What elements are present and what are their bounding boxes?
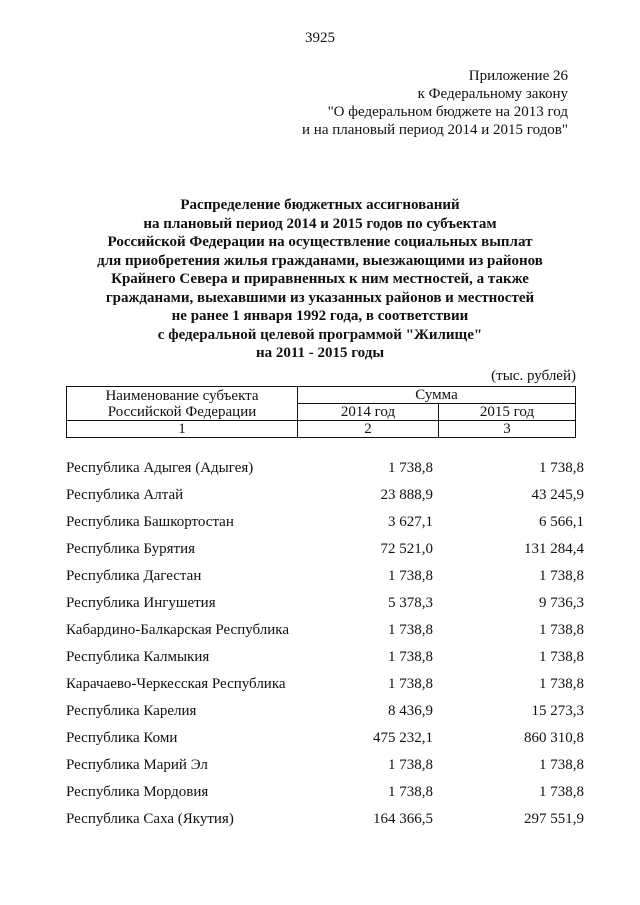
table-row — [0, 676, 640, 703]
table-row — [0, 595, 640, 622]
title-line: Крайнего Севера и приравненных к ним местностей, а также — [111, 271, 529, 287]
page-number: 3925 — [305, 30, 335, 46]
table-row — [0, 703, 640, 730]
title-line: на 2011 - 2015 годы — [255, 345, 385, 361]
header-subject-name — [67, 387, 298, 421]
subject-name: Республика Мордовия — [66, 784, 209, 800]
subject-name: Республика Саха (Якутия) — [66, 811, 234, 827]
subject-name: Республика Адыгея (Адыгея) — [66, 460, 254, 476]
subject-name: Республика Калмыкия — [66, 649, 210, 665]
table-header — [66, 386, 576, 438]
subject-name: Республика Коми — [66, 730, 178, 746]
document-title — [0, 196, 640, 363]
value-2014: 3 627,1 — [388, 514, 433, 530]
subject-name: Республика Карелия — [66, 703, 197, 719]
subject-name: Республика Дагестан — [66, 568, 202, 584]
value-2015: 1 738,8 — [539, 568, 584, 584]
table-row — [0, 784, 640, 811]
value-2015: 1 738,8 — [539, 757, 584, 773]
value-2014: 1 738,8 — [388, 622, 433, 638]
subject-name: Республика Ингушетия — [66, 595, 216, 611]
table-row — [0, 541, 640, 568]
header-year-2015: 2015 год — [439, 404, 576, 421]
header-column-number: 3 — [439, 421, 576, 438]
subject-name: Карачаево-Черкесская Республика — [66, 676, 286, 692]
header-sum: Сумма — [298, 387, 576, 404]
value-2015: 9 736,3 — [539, 595, 584, 611]
subject-name: Республика Бурятия — [66, 541, 196, 557]
title-line: гражданами, выехавшими из указанных районов и местностей — [105, 289, 535, 306]
table-row — [0, 622, 640, 649]
table-body — [0, 460, 640, 838]
value-2015: 297 551,9 — [524, 811, 584, 827]
value-2015: 43 245,9 — [531, 487, 584, 503]
value-2015: 1 738,8 — [539, 649, 584, 665]
header-subject-line: Наименование субъекта — [105, 387, 259, 404]
subject-name: Кабардино-Балкарская Республика — [66, 622, 290, 638]
value-2014: 1 738,8 — [388, 757, 433, 773]
value-2014: 8 436,9 — [388, 703, 433, 719]
appendix-line: "О федеральном бюджете на 2013 год — [327, 104, 568, 120]
value-2014: 1 738,8 — [388, 568, 433, 584]
units-label: (тыс. рублей) — [491, 368, 576, 384]
appendix-line: Приложение 26 — [468, 68, 568, 84]
header-column-number: 1 — [67, 421, 298, 438]
table-row — [0, 757, 640, 784]
table-row — [0, 811, 640, 838]
value-2014: 1 738,8 — [388, 649, 433, 665]
title-line: Российской Федерации на осуществление социальных выплат — [107, 234, 533, 250]
value-2014: 23 888,9 — [380, 487, 433, 503]
appendix-reference — [302, 67, 568, 139]
value-2015: 1 738,8 — [539, 622, 584, 638]
subject-name: Республика Алтай — [66, 487, 184, 503]
table-row — [0, 649, 640, 676]
value-2014: 1 738,8 — [388, 460, 433, 476]
title-line: не ранее 1 января 1992 года, в соответствии — [171, 308, 469, 324]
value-2015: 1 738,8 — [539, 784, 584, 800]
value-2014: 164 366,5 — [373, 811, 433, 827]
value-2015: 860 310,8 — [524, 730, 584, 746]
subject-name: Республика Башкортостан — [66, 514, 234, 530]
table-row — [0, 730, 640, 757]
table-row — [0, 568, 640, 595]
subject-name: Республика Марий Эл — [66, 757, 208, 773]
value-2015: 1 738,8 — [539, 676, 584, 692]
table-row — [0, 487, 640, 514]
table-row — [0, 460, 640, 487]
appendix-line: и на плановый период 2014 и 2015 годов" — [302, 122, 568, 138]
value-2014: 475 232,1 — [373, 730, 433, 746]
value-2015: 1 738,8 — [539, 460, 584, 476]
table-row — [0, 514, 640, 541]
title-line: для приобретения жилья гражданами, выезжающими из районов — [97, 252, 543, 269]
value-2014: 1 738,8 — [388, 676, 433, 692]
value-2014: 5 378,3 — [388, 595, 433, 611]
title-line: на плановый период 2014 и 2015 годов по субъектам — [143, 215, 497, 232]
value-2015: 15 273,3 — [531, 703, 584, 719]
value-2014: 1 738,8 — [388, 784, 433, 800]
value-2015: 131 284,4 — [524, 541, 584, 557]
appendix-line: к Федеральному закону — [417, 86, 568, 102]
value-2015: 6 566,1 — [539, 514, 584, 530]
header-year-2014: 2014 год — [298, 404, 439, 421]
header-column-number: 2 — [298, 421, 439, 438]
value-2014: 72 521,0 — [380, 541, 433, 557]
title-line: с федеральной целевой программой "Жилище" — [157, 326, 483, 343]
header-subject-line: Российской Федерации — [107, 403, 257, 420]
title-line: Распределение бюджетных ассигнований — [180, 197, 460, 213]
